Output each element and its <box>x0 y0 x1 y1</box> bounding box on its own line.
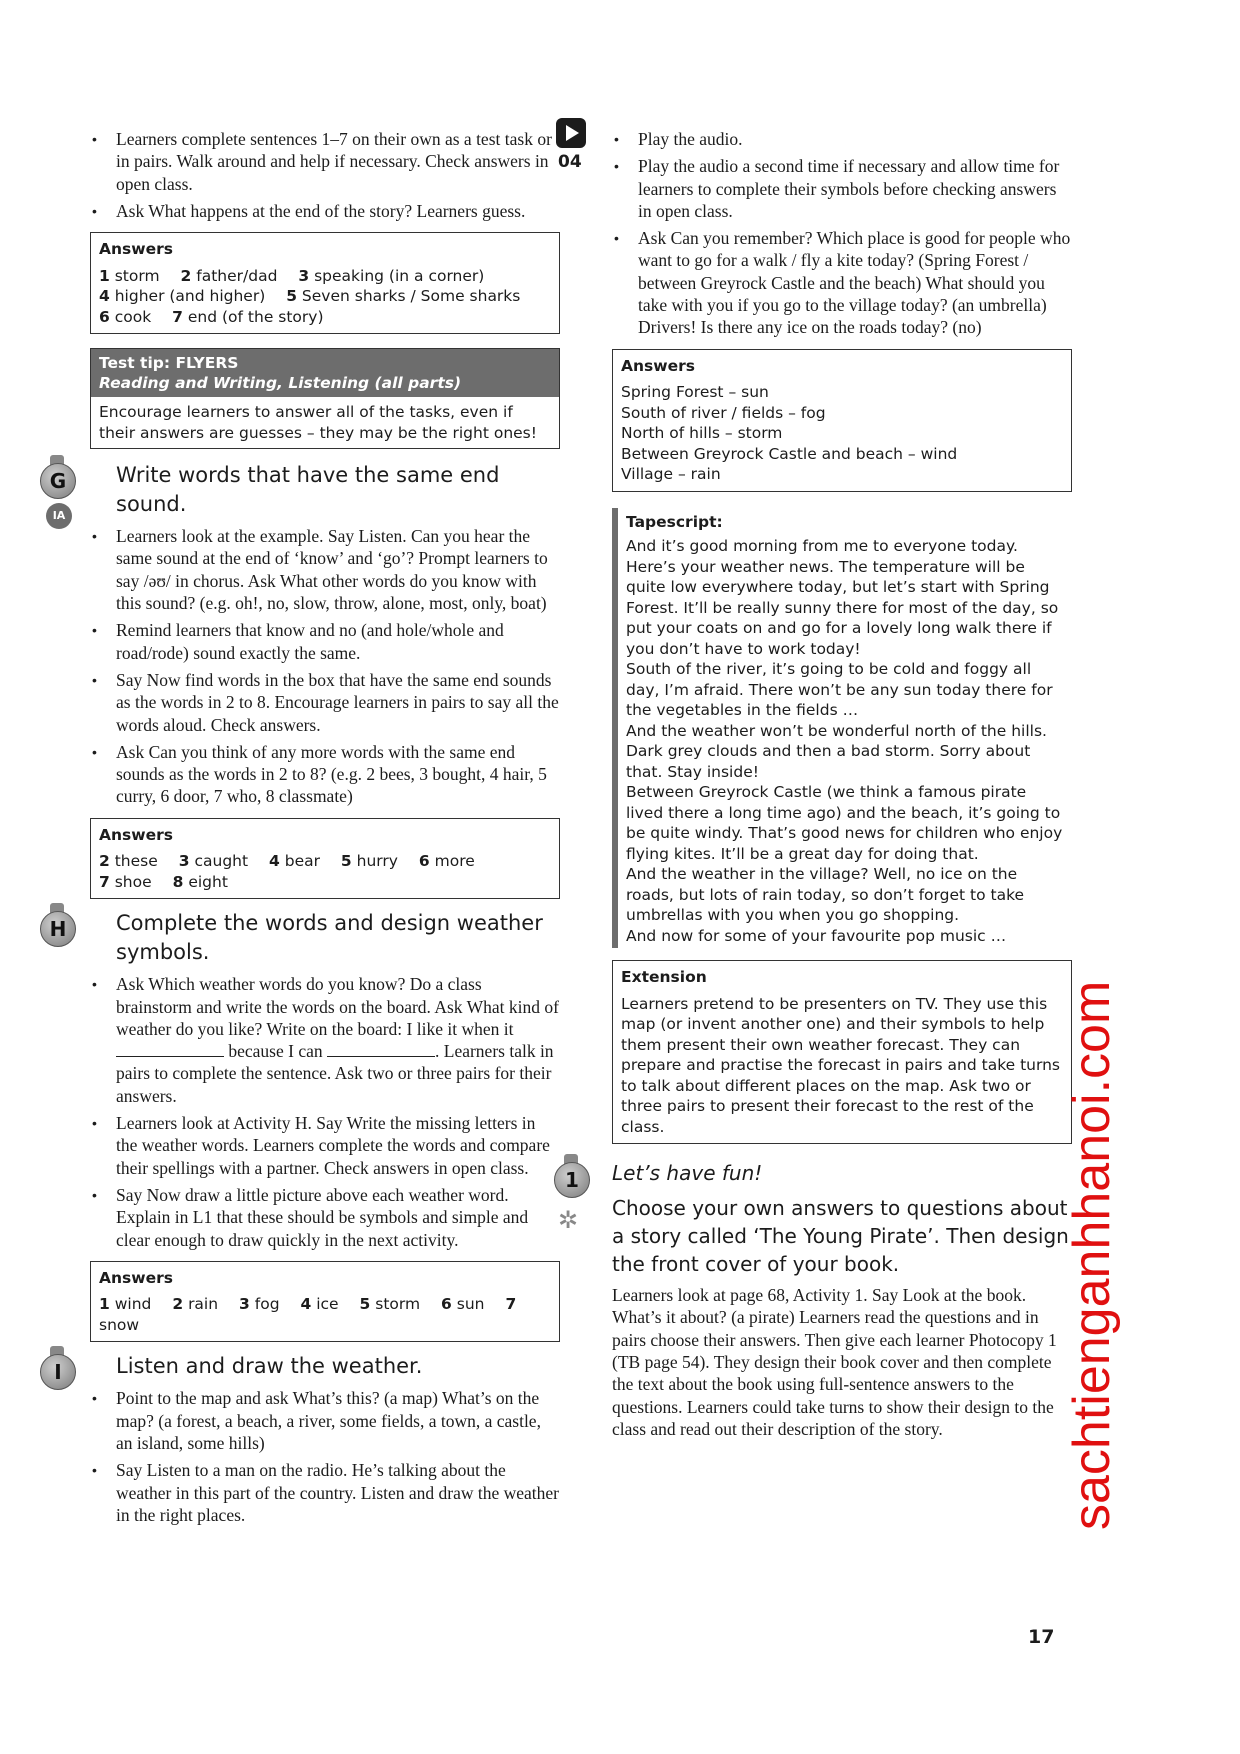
left-column <box>49 128 560 1531</box>
answers-header: Answers <box>99 240 173 259</box>
answers-box-g <box>90 818 560 900</box>
tapescript <box>612 508 1072 949</box>
fun-text: Learners look at page 68, Activity 1. Say Look at the book. What’s it about? (a pirate) Learners read the questions and in pairs choose their answers. Then give each learner Photocopy 1 (TB page 54). They design their book cover and then complete the text about the book using full-sentence answers to the questions. Learners could take turns to show their design to the class and read out their description of the story. <box>612 1285 1057 1439</box>
extension-box <box>612 960 1072 1144</box>
answer-line: Between Greyrock Castle and beach – wind <box>621 444 958 463</box>
answers-box-h <box>90 1261 560 1343</box>
section-heading: Listen and draw the weather. <box>116 1354 423 1379</box>
section-number: 1 <box>554 1162 590 1198</box>
tapescript-header: Tapescript: <box>626 512 723 531</box>
answer-line: Spring Forest – sun <box>621 383 769 402</box>
test-tip-box <box>90 348 560 449</box>
answers-row: 7 shoe 8 eight <box>99 872 228 891</box>
section-h-bullets <box>90 973 560 1251</box>
lightbulb-icon <box>40 1346 76 1392</box>
section-h <box>49 909 560 1342</box>
audio-play-icon <box>556 118 596 172</box>
answers-header: Answers <box>99 1268 173 1287</box>
fun-title: Let’s have fun! <box>612 1161 763 1186</box>
section-letter: H <box>40 911 76 947</box>
section-letter: G <box>40 463 76 499</box>
fun-heading: Choose your own answers to questions about a story called ‘The Young Pirate’. Then design the front cover of your book. <box>612 1196 1069 1277</box>
test-tip-text: Encourage learners to answer all of the tasks, even if their answers are guesses – they may be the right ones! <box>99 403 537 442</box>
blank-line <box>116 1042 224 1057</box>
test-tip-subtitle: Reading and Writing, Listening (all parts) <box>99 374 462 393</box>
tapescript-paragraph: And it’s good morning from me to everyone today. Here’s your weather news. The temperature will be quite low everywhere today, but let’s start with Spring Forest. It’ll be really sunny there for most of the day, so put your coats on and go for a lovely long walk there if you don’t have to work today! <box>626 537 1059 658</box>
section-heading: Complete the words and design weather symbols. <box>116 911 543 965</box>
extension-text: Learners pretend to be presenters on TV. They use this map (or invent another one) and their symbols to help them present their own weather forecast. They can prepare and practise the forecast in pairs and take turns to talk about different places on the map. Ask two or three pairs to present their forecast to the rest of the class. <box>621 994 1060 1136</box>
answers-row: 1 wind 2 rain 3 fog 4 ice 5 storm 6 sun 7 snow <box>99 1295 517 1334</box>
section-i-bullets <box>90 1387 560 1526</box>
blank-line <box>327 1042 435 1057</box>
ia-badge-icon: IA <box>46 503 72 529</box>
list-item: • Say Listen to a man on the radio. He’s talking about the weather in this part of the country. Listen and draw the weather in the right places. <box>90 1459 560 1526</box>
answers-header: Answers <box>99 825 173 844</box>
right-column <box>558 128 1072 1440</box>
extension-header: Extension <box>621 968 707 987</box>
audio-section <box>558 128 1072 339</box>
list-item: • Ask What happens at the end of the story? Learners guess. <box>90 200 560 222</box>
section-i <box>54 1352 560 1526</box>
list-item: • Play the audio a second time if necessary and allow time for learners to complete their symbols before checking answers in open class. <box>612 155 1072 222</box>
lets-have-fun-section <box>558 1160 1072 1440</box>
list-item: • Play the audio. <box>612 128 1072 150</box>
tapescript-paragraph: South of the river, it’s going to be cold and foggy all day, I’m afraid. There won’t be any sun today there for the vegetables in the fields … <box>626 660 1053 720</box>
list-item: • Learners look at Activity H. Say Write the missing letters in the weather words. Learners complete the words and compare their spellings with a partner. Check answers in open class. <box>90 1112 560 1179</box>
test-tip-title: Test tip: FLYERS <box>99 354 239 373</box>
list-item: • Ask Can you think of any more words with the same end sounds as the words in 2 to 8? (e.g. 2 bees, 3 bought, 4 hair, 5 curry, 6 door, 7 who, 8 classmate) <box>90 741 560 808</box>
test-tip-header <box>91 349 559 397</box>
answers-row: 1 storm 2 father/dad 3 speaking (in a corner) <box>99 266 485 285</box>
lightbulb-icon <box>40 903 76 949</box>
list-item: • Ask Can you remember? Which place is good for people who want to go for a walk / fly a kite today? (Spring Forest / between Greyrock Castle and the beach) What should you take with you if you go to the village today? (an umbrella) Drivers! Is there any ice on the roads today? (no) <box>612 227 1072 338</box>
tapescript-paragraph: Between Greyrock Castle (we think a famous pirate lived there a long time ago) and the beach, it’s going to be quite windy. That’s good news for children who enjoy flying kites. It’ll be a great day for doing that. <box>626 783 1063 863</box>
page-number: 17 <box>1028 1626 1055 1648</box>
list-item: • Say Now find words in the box that have the same end sounds as the words in 2 to 8. Encourage learners in pairs to say all the words aloud. Check answers. <box>90 669 560 736</box>
watermark: sachtienganhhanoi.com <box>1063 980 1121 1530</box>
list-item: • Say Now draw a little picture above each weather word. Explain in L1 that these should be symbols and simple and clear enough to draw quickly in the next activity. <box>90 1184 560 1251</box>
lightbulb-icon <box>554 1154 590 1200</box>
section-heading: Write words that have the same end sound. <box>116 463 500 517</box>
puzzle-icon: ✲ <box>558 1206 579 1235</box>
audio-track-number: 04 <box>558 152 582 172</box>
answer-line: Village – rain <box>621 465 721 484</box>
tapescript-paragraph: And now for some of your favourite pop music … <box>626 926 1007 945</box>
intro-bullets <box>90 128 560 222</box>
answer-line: South of river / fields – fog <box>621 403 826 422</box>
answers-row: 2 these 3 caught 4 bear 5 hurry 6 more <box>99 852 475 871</box>
answers-header: Answers <box>621 356 695 375</box>
section-g <box>49 461 560 899</box>
tapescript-paragraph: And the weather in the village? Well, no ice on the roads, but lots of rain today, so don’t forget to take umbrellas with you when you go shopping. <box>626 865 1025 925</box>
list-item: • Learners look at the example. Say Listen. Can you hear the same sound at the end of ‘know’ and ‘go’? Prompt learners to say /əʊ/ in chorus. Ask What other words do you know with this sound? (e.g. oh!, no, slow, throw, alone, most, only, boat) <box>90 525 560 614</box>
audio-bullets <box>612 128 1072 339</box>
list-item: • Point to the map and ask What’s this? (a map) What’s on the map? (a forest, a beach, a river, some fields, a town, a castle, an island, some hills) <box>90 1387 560 1454</box>
answers-row: 4 higher (and higher) 5 Seven sharks / Some sharks <box>99 287 521 306</box>
answers-box-f <box>90 232 560 334</box>
list-item: • Ask Which weather words do you know? Do a class brainstorm and write the words on the board. Ask What kind of weather do you like? Write on the board: I like it when it because I can . Learners talk in pairs to complete the sentence. Ask two or three pairs for their answers. <box>90 973 560 1107</box>
list-item: • Learners complete sentences 1–7 on their own as a test task or in pairs. Walk around and help if necessary. Check answers in open class. <box>90 128 560 195</box>
section-letter: I <box>40 1354 76 1390</box>
lightbulb-icon <box>40 455 76 501</box>
list-item: • Remind learners that know and no (and hole/whole and road/rode) sound exactly the same. <box>90 619 560 664</box>
answers-row: 6 cook 7 end (of the story) <box>99 307 324 326</box>
answers-box-i <box>612 349 1072 492</box>
tapescript-paragraph: And the weather won’t be wonderful north of the hills. Dark grey clouds and then a bad storm. Sorry about that. Stay inside! <box>626 721 1047 781</box>
section-g-bullets <box>90 525 560 808</box>
answer-line: North of hills – storm <box>621 424 783 443</box>
